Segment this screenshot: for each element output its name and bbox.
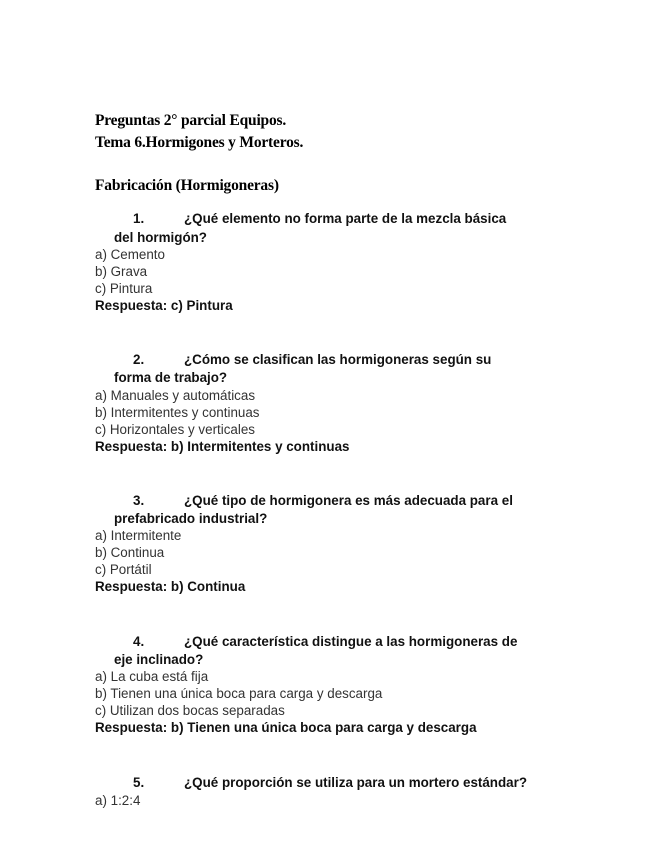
answer-option: c) Utilizan dos bocas separadas	[95, 703, 285, 718]
question-number: 5.	[133, 775, 145, 790]
question-number: 3.	[133, 493, 145, 508]
answer-option: a) Intermitente	[95, 528, 182, 543]
question-text-continued: forma de trabajo?	[114, 370, 228, 385]
question-text-continued: eje inclinado?	[114, 652, 204, 667]
answer-option: b) Continua	[95, 545, 165, 560]
answer-option: b) Tienen una única boca para carga y descarga	[95, 686, 383, 701]
question-number: 1.	[133, 211, 145, 226]
question-number: 2.	[133, 352, 145, 367]
document-title: Preguntas 2° parcial Equipos.	[95, 112, 287, 129]
answer-option: c) Horizontales y verticales	[95, 422, 255, 437]
answer-key: Respuesta: c) Pintura	[95, 298, 233, 313]
answer-option: a) La cuba está fija	[95, 669, 209, 684]
question-text-continued: prefabricado industrial?	[114, 511, 268, 526]
answer-key: Respuesta: b) Continua	[95, 579, 246, 594]
answer-option: c) Pintura	[95, 281, 153, 296]
question-text: ¿Cómo se clasifican las hormigoneras según su	[184, 352, 492, 367]
answer-option: b) Intermitentes y continuas	[95, 405, 260, 420]
answer-key: Respuesta: b) Tienen una única boca para carga y descarga	[95, 720, 477, 735]
answer-key: Respuesta: b) Intermitentes y continuas	[95, 439, 350, 454]
question-text-continued: del hormigón?	[114, 230, 207, 245]
document-subtitle: Tema 6.Hormigones y Morteros.	[95, 134, 304, 151]
question-number: 4.	[133, 634, 145, 649]
answer-option: b) Grava	[95, 264, 148, 279]
answer-option: a) 1:2:4	[95, 793, 141, 808]
answer-option: c) Portátil	[95, 562, 152, 577]
answer-option: a) Cemento	[95, 247, 165, 262]
section-heading: Fabricación (Hormigoneras)	[95, 177, 279, 194]
question-text: ¿Qué característica distingue a las hormigoneras de	[184, 634, 518, 649]
question-text: ¿Qué tipo de hormigonera es más adecuada para el	[184, 493, 513, 508]
question-text: ¿Qué elemento no forma parte de la mezcla básica	[184, 211, 507, 226]
question-text: ¿Qué proporción se utiliza para un mortero estándar?	[184, 775, 528, 790]
answer-option: a) Manuales y automáticas	[95, 388, 256, 403]
